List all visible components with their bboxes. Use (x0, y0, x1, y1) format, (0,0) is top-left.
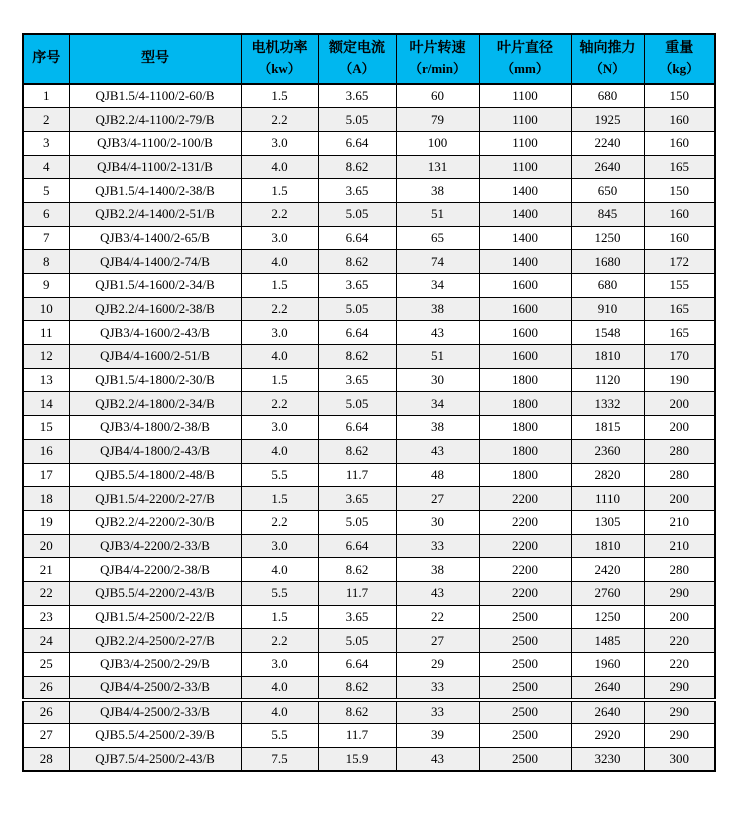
cell-speed: 131 (396, 155, 479, 179)
col-header-weight (644, 34, 715, 84)
table-row (23, 274, 715, 298)
cell-weight: 290 (644, 676, 715, 700)
cell-diameter: 2200 (479, 487, 571, 511)
cell-model: QJB3/4-1600/2-43/B (69, 321, 241, 345)
col-header-unit: （mm） (501, 60, 549, 76)
cell-model: QJB1.5/4-2200/2-27/B (69, 487, 241, 511)
cell-diameter: 1800 (479, 368, 571, 392)
table-row (23, 416, 715, 440)
cell-serial: 25 (23, 653, 69, 677)
cell-speed: 38 (396, 416, 479, 440)
cell-weight: 165 (644, 297, 715, 321)
cell-model: QJB4/4-1100/2-131/B (69, 155, 241, 179)
cell-weight: 170 (644, 345, 715, 369)
cell-weight: 160 (644, 202, 715, 226)
table-row (23, 463, 715, 487)
col-header-current (318, 34, 396, 84)
cell-speed: 65 (396, 226, 479, 250)
cell-diameter: 2500 (479, 605, 571, 629)
col-header-unit: （kg） (659, 60, 700, 76)
cell-current: 11.7 (318, 581, 396, 605)
table-row (23, 581, 715, 605)
cell-power: 2.2 (241, 297, 318, 321)
col-header-label: 型号 (141, 50, 169, 66)
cell-current: 6.64 (318, 131, 396, 155)
cell-serial: 9 (23, 274, 69, 298)
cell-model: QJB2.2/4-1100/2-79/B (69, 108, 241, 132)
cell-power: 4.0 (241, 439, 318, 463)
table-row (23, 439, 715, 463)
cell-speed: 27 (396, 629, 479, 653)
cell-power: 2.2 (241, 108, 318, 132)
cell-power: 4.0 (241, 345, 318, 369)
cell-diameter: 2500 (479, 700, 571, 724)
cell-weight: 280 (644, 558, 715, 582)
col-header-serial (23, 34, 69, 84)
cell-weight: 160 (644, 226, 715, 250)
cell-serial: 15 (23, 416, 69, 440)
cell-current: 11.7 (318, 724, 396, 748)
cell-current: 5.05 (318, 392, 396, 416)
table-row (23, 558, 715, 582)
table-row (23, 629, 715, 653)
table-body (23, 84, 715, 771)
cell-current: 8.62 (318, 439, 396, 463)
cell-power: 3.0 (241, 534, 318, 558)
table-row (23, 747, 715, 771)
cell-model: QJB1.5/4-1400/2-38/B (69, 179, 241, 203)
cell-serial: 28 (23, 747, 69, 771)
cell-diameter: 2500 (479, 724, 571, 748)
cell-diameter: 1100 (479, 131, 571, 155)
cell-thrust: 2640 (571, 700, 644, 724)
cell-current: 3.65 (318, 368, 396, 392)
cell-thrust: 650 (571, 179, 644, 203)
cell-power: 3.0 (241, 416, 318, 440)
cell-thrust: 2420 (571, 558, 644, 582)
cell-speed: 29 (396, 653, 479, 677)
cell-speed: 34 (396, 392, 479, 416)
cell-diameter: 1100 (479, 108, 571, 132)
cell-serial: 16 (23, 439, 69, 463)
table-row (23, 487, 715, 511)
cell-diameter: 1400 (479, 250, 571, 274)
cell-speed: 39 (396, 724, 479, 748)
cell-diameter: 2500 (479, 676, 571, 700)
cell-serial: 18 (23, 487, 69, 511)
cell-model: QJB3/4-2200/2-33/B (69, 534, 241, 558)
cell-model: QJB2.2/4-1400/2-51/B (69, 202, 241, 226)
cell-thrust: 1810 (571, 534, 644, 558)
table-row (23, 368, 715, 392)
cell-current: 5.05 (318, 297, 396, 321)
cell-speed: 27 (396, 487, 479, 511)
col-header-label: 重量 (665, 41, 694, 57)
cell-weight: 290 (644, 581, 715, 605)
cell-current: 8.62 (318, 345, 396, 369)
cell-power: 4.0 (241, 250, 318, 274)
cell-serial: 24 (23, 629, 69, 653)
cell-power: 1.5 (241, 84, 318, 108)
table-row (23, 297, 715, 321)
cell-current: 6.64 (318, 653, 396, 677)
cell-model: QJB3/4-1400/2-65/B (69, 226, 241, 250)
cell-speed: 38 (396, 297, 479, 321)
cell-serial: 22 (23, 581, 69, 605)
col-header-label: 额定电流 (329, 41, 385, 57)
cell-weight: 165 (644, 321, 715, 345)
cell-thrust: 680 (571, 274, 644, 298)
cell-power: 5.5 (241, 463, 318, 487)
cell-current: 3.65 (318, 605, 396, 629)
cell-weight: 190 (644, 368, 715, 392)
cell-diameter: 2200 (479, 581, 571, 605)
col-header-label: 轴向推力 (579, 41, 636, 57)
cell-diameter: 1600 (479, 345, 571, 369)
cell-serial: 1 (23, 84, 69, 108)
cell-serial: 7 (23, 226, 69, 250)
cell-diameter: 1800 (479, 392, 571, 416)
cell-speed: 43 (396, 581, 479, 605)
cell-thrust: 2760 (571, 581, 644, 605)
col-header-diameter (479, 34, 571, 84)
cell-thrust: 1960 (571, 653, 644, 677)
cell-serial: 10 (23, 297, 69, 321)
cell-thrust: 2360 (571, 439, 644, 463)
cell-speed: 79 (396, 108, 479, 132)
table-header (23, 34, 715, 84)
cell-model: QJB5.5/4-1800/2-48/B (69, 463, 241, 487)
cell-diameter: 1400 (479, 179, 571, 203)
cell-current: 6.64 (318, 226, 396, 250)
cell-power: 2.2 (241, 510, 318, 534)
cell-speed: 43 (396, 439, 479, 463)
cell-current: 3.65 (318, 487, 396, 511)
col-header-unit: （r/min） (408, 60, 467, 76)
cell-speed: 60 (396, 84, 479, 108)
cell-thrust: 1485 (571, 629, 644, 653)
col-header-model (69, 34, 241, 84)
cell-power: 1.5 (241, 179, 318, 203)
cell-serial: 6 (23, 202, 69, 226)
cell-model: QJB7.5/4-2500/2-43/B (69, 747, 241, 771)
cell-thrust: 1810 (571, 345, 644, 369)
cell-serial: 19 (23, 510, 69, 534)
cell-thrust: 3230 (571, 747, 644, 771)
cell-diameter: 1800 (479, 416, 571, 440)
cell-serial: 2 (23, 108, 69, 132)
cell-thrust: 1925 (571, 108, 644, 132)
cell-speed: 43 (396, 747, 479, 771)
cell-current: 6.64 (318, 321, 396, 345)
cell-model: QJB3/4-1100/2-100/B (69, 131, 241, 155)
table-row (23, 202, 715, 226)
cell-power: 4.0 (241, 700, 318, 724)
cell-speed: 74 (396, 250, 479, 274)
table-row (23, 250, 715, 274)
cell-model: QJB1.5/4-1800/2-30/B (69, 368, 241, 392)
cell-current: 5.05 (318, 629, 396, 653)
cell-power: 4.0 (241, 676, 318, 700)
col-header-speed (396, 34, 479, 84)
cell-serial: 20 (23, 534, 69, 558)
cell-thrust: 2920 (571, 724, 644, 748)
cell-thrust: 1815 (571, 416, 644, 440)
cell-weight: 290 (644, 700, 715, 724)
cell-thrust: 1250 (571, 605, 644, 629)
cell-speed: 34 (396, 274, 479, 298)
cell-thrust: 1332 (571, 392, 644, 416)
cell-power: 1.5 (241, 368, 318, 392)
cell-diameter: 1400 (479, 202, 571, 226)
cell-current: 6.64 (318, 534, 396, 558)
cell-thrust: 1120 (571, 368, 644, 392)
cell-diameter: 1800 (479, 439, 571, 463)
cell-weight: 200 (644, 416, 715, 440)
cell-model: QJB4/4-2500/2-33/B (69, 676, 241, 700)
cell-model: QJB2.2/4-1800/2-34/B (69, 392, 241, 416)
table-row (23, 510, 715, 534)
cell-weight: 165 (644, 155, 715, 179)
cell-current: 8.62 (318, 700, 396, 724)
cell-serial: 5 (23, 179, 69, 203)
table-row (23, 724, 715, 748)
cell-model: QJB5.5/4-2500/2-39/B (69, 724, 241, 748)
cell-serial: 17 (23, 463, 69, 487)
cell-power: 1.5 (241, 274, 318, 298)
cell-serial: 26 (23, 700, 69, 724)
cell-diameter: 2200 (479, 534, 571, 558)
cell-thrust: 1680 (571, 250, 644, 274)
cell-thrust: 1110 (571, 487, 644, 511)
cell-current: 11.7 (318, 463, 396, 487)
cell-model: QJB4/4-1800/2-43/B (69, 439, 241, 463)
table-row (23, 653, 715, 677)
cell-power: 3.0 (241, 131, 318, 155)
cell-serial: 11 (23, 321, 69, 345)
cell-power: 7.5 (241, 747, 318, 771)
cell-weight: 220 (644, 629, 715, 653)
cell-model: QJB3/4-1800/2-38/B (69, 416, 241, 440)
cell-diameter: 2200 (479, 558, 571, 582)
cell-serial: 13 (23, 368, 69, 392)
cell-diameter: 1600 (479, 321, 571, 345)
cell-weight: 160 (644, 108, 715, 132)
cell-model: QJB4/4-2500/2-33/B (69, 700, 241, 724)
table-row (23, 321, 715, 345)
cell-power: 2.2 (241, 629, 318, 653)
cell-thrust: 1305 (571, 510, 644, 534)
cell-model: QJB4/4-2200/2-38/B (69, 558, 241, 582)
table-row (23, 534, 715, 558)
cell-thrust: 1548 (571, 321, 644, 345)
cell-serial: 3 (23, 131, 69, 155)
cell-power: 2.2 (241, 392, 318, 416)
cell-serial: 12 (23, 345, 69, 369)
cell-speed: 22 (396, 605, 479, 629)
spec-table (22, 33, 716, 772)
cell-speed: 51 (396, 345, 479, 369)
cell-diameter: 1600 (479, 274, 571, 298)
cell-speed: 38 (396, 558, 479, 582)
cell-model: QJB1.5/4-1100/2-60/B (69, 84, 241, 108)
header-row (23, 34, 715, 84)
cell-power: 5.5 (241, 581, 318, 605)
cell-model: QJB2.2/4-2500/2-27/B (69, 629, 241, 653)
cell-model: QJB2.2/4-2200/2-30/B (69, 510, 241, 534)
cell-current: 5.05 (318, 202, 396, 226)
cell-thrust: 2640 (571, 676, 644, 700)
cell-speed: 33 (396, 700, 479, 724)
cell-current: 5.05 (318, 108, 396, 132)
cell-diameter: 1100 (479, 84, 571, 108)
cell-power: 3.0 (241, 226, 318, 250)
cell-weight: 172 (644, 250, 715, 274)
col-header-power (241, 34, 318, 84)
cell-thrust: 910 (571, 297, 644, 321)
cell-speed: 38 (396, 179, 479, 203)
cell-speed: 30 (396, 510, 479, 534)
cell-current: 3.65 (318, 179, 396, 203)
col-header-unit: （kw） (258, 60, 301, 76)
cell-diameter: 1100 (479, 155, 571, 179)
cell-weight: 160 (644, 131, 715, 155)
cell-thrust: 2820 (571, 463, 644, 487)
cell-current: 5.05 (318, 510, 396, 534)
cell-current: 8.62 (318, 155, 396, 179)
cell-model: QJB5.5/4-2200/2-43/B (69, 581, 241, 605)
cell-current: 8.62 (318, 558, 396, 582)
cell-current: 3.65 (318, 84, 396, 108)
cell-weight: 210 (644, 510, 715, 534)
col-header-label: 叶片直径 (497, 41, 553, 57)
cell-speed: 100 (396, 131, 479, 155)
cell-power: 4.0 (241, 558, 318, 582)
cell-speed: 43 (396, 321, 479, 345)
cell-thrust: 680 (571, 84, 644, 108)
cell-power: 3.0 (241, 653, 318, 677)
cell-thrust: 845 (571, 202, 644, 226)
cell-current: 3.65 (318, 274, 396, 298)
cell-diameter: 1800 (479, 463, 571, 487)
cell-speed: 48 (396, 463, 479, 487)
table-row (23, 226, 715, 250)
cell-speed: 30 (396, 368, 479, 392)
cell-serial: 26 (23, 676, 69, 700)
cell-power: 4.0 (241, 155, 318, 179)
cell-weight: 155 (644, 274, 715, 298)
table-row (23, 179, 715, 203)
col-header-label: 叶片转速 (409, 41, 466, 57)
col-header-thrust (571, 34, 644, 84)
col-header-label: 电机功率 (251, 41, 308, 57)
cell-thrust: 2640 (571, 155, 644, 179)
cell-model: QJB4/4-1600/2-51/B (69, 345, 241, 369)
cell-model: QJB1.5/4-2500/2-22/B (69, 605, 241, 629)
cell-serial: 27 (23, 724, 69, 748)
cell-power: 3.0 (241, 321, 318, 345)
cell-weight: 210 (644, 534, 715, 558)
table-row (23, 676, 715, 700)
table-row (23, 155, 715, 179)
cell-diameter: 2500 (479, 747, 571, 771)
cell-serial: 23 (23, 605, 69, 629)
cell-diameter: 2500 (479, 629, 571, 653)
cell-weight: 280 (644, 439, 715, 463)
cell-thrust: 1250 (571, 226, 644, 250)
cell-current: 8.62 (318, 250, 396, 274)
cell-serial: 21 (23, 558, 69, 582)
cell-diameter: 1400 (479, 226, 571, 250)
cell-speed: 33 (396, 676, 479, 700)
cell-model: QJB4/4-1400/2-74/B (69, 250, 241, 274)
cell-serial: 8 (23, 250, 69, 274)
cell-weight: 300 (644, 747, 715, 771)
table-row (23, 131, 715, 155)
col-header-label: 序号 (32, 50, 61, 66)
col-header-unit: （A） (339, 60, 375, 76)
cell-speed: 51 (396, 202, 479, 226)
table-row (23, 605, 715, 629)
cell-model: QJB3/4-2500/2-29/B (69, 653, 241, 677)
cell-power: 2.2 (241, 202, 318, 226)
cell-weight: 290 (644, 724, 715, 748)
cell-current: 15.9 (318, 747, 396, 771)
cell-current: 8.62 (318, 676, 396, 700)
cell-weight: 280 (644, 463, 715, 487)
cell-weight: 220 (644, 653, 715, 677)
table-row (23, 392, 715, 416)
table-row (23, 345, 715, 369)
cell-weight: 200 (644, 487, 715, 511)
table-row (23, 84, 715, 108)
cell-power: 1.5 (241, 487, 318, 511)
cell-model: QJB1.5/4-1600/2-34/B (69, 274, 241, 298)
cell-weight: 200 (644, 605, 715, 629)
cell-power: 5.5 (241, 724, 318, 748)
cell-serial: 14 (23, 392, 69, 416)
cell-speed: 33 (396, 534, 479, 558)
cell-weight: 150 (644, 179, 715, 203)
cell-weight: 200 (644, 392, 715, 416)
spec-table-container (22, 33, 716, 772)
cell-diameter: 1600 (479, 297, 571, 321)
cell-power: 1.5 (241, 605, 318, 629)
cell-weight: 150 (644, 84, 715, 108)
cell-model: QJB2.2/4-1600/2-38/B (69, 297, 241, 321)
table-row (23, 108, 715, 132)
cell-current: 6.64 (318, 416, 396, 440)
cell-diameter: 2500 (479, 653, 571, 677)
table-row (23, 700, 715, 724)
cell-thrust: 2240 (571, 131, 644, 155)
cell-serial: 4 (23, 155, 69, 179)
cell-diameter: 2200 (479, 510, 571, 534)
col-header-unit: （N） (589, 60, 626, 76)
